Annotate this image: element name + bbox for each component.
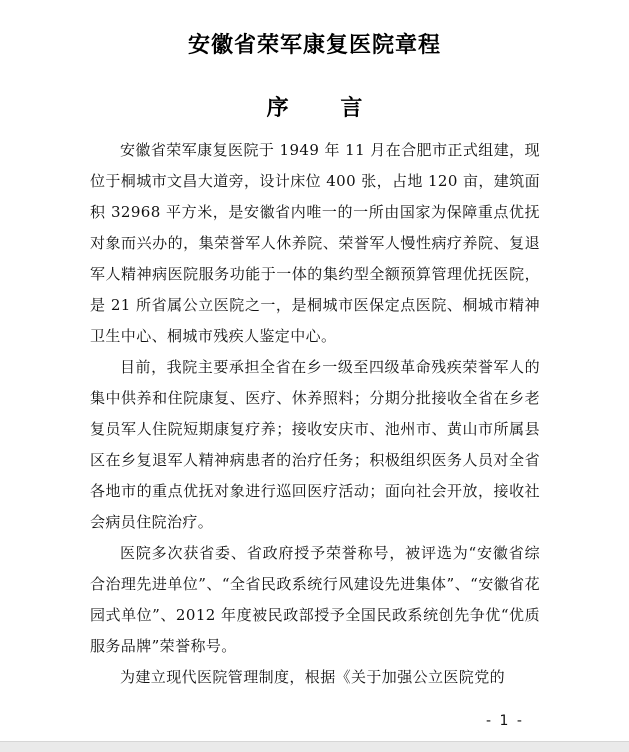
page-number: - 1 - — [486, 713, 524, 729]
paragraph-current-duties: 目前，我院主要承担全省在乡一级至四级革命残疾荣誉军人的集中供养和住院康复、医疗、休养照料；分期分批接收全省在乡老复员军人住院短期康复疗养；接收安庆市、池州市、黄山市所属县区在乡复退军人精神病患者的治疗任务；积极组织医务人员对全省各地市的重点优抚对象进行巡回医疗活动；面向社会开放，接收社会病员住院治疗。 — [90, 358, 540, 531]
section-heading-preface: 序 言 — [266, 96, 385, 121]
paragraph-honors: 医院多次获省委、省政府授予荣誉称号，被评选为“安徽省综合治理先进单位”、“全省民政系统行风建设先进集体”、“安徽省花园式单位”、2012 年度被民政部授予全国民政系统创先争优“优质服务品牌”荣誉称号。 — [90, 544, 540, 655]
page-bottom-edge — [0, 741, 629, 752]
paragraph-management-system: 为建立现代医院管理制度，根据《关于加强公立医院党的 — [120, 668, 506, 686]
document-body — [90, 135, 540, 693]
document-title: 安徽省荣军康复医院章程 — [187, 33, 441, 58]
paragraph-hospital-overview: 安徽省荣军康复医院于 1949 年 11 月在合肥市正式组建，现位于桐城市文昌大道旁，设计床位 400 张，占地 120 亩，建筑面积 32968 平方米，是安徽省内唯一的一所由国家为保障重点优抚对象而兴办的，集荣誉军人休养院、荣誉军人慢性病疗养院、复退军人精神病医院服务功能于一体的集约型全额预算管理优抚医院，是 21 所省属公立医院之一，是桐城市医保定点医院、桐城市精神卫生中心、桐城市残疾人鉴定中心。 — [90, 141, 540, 345]
